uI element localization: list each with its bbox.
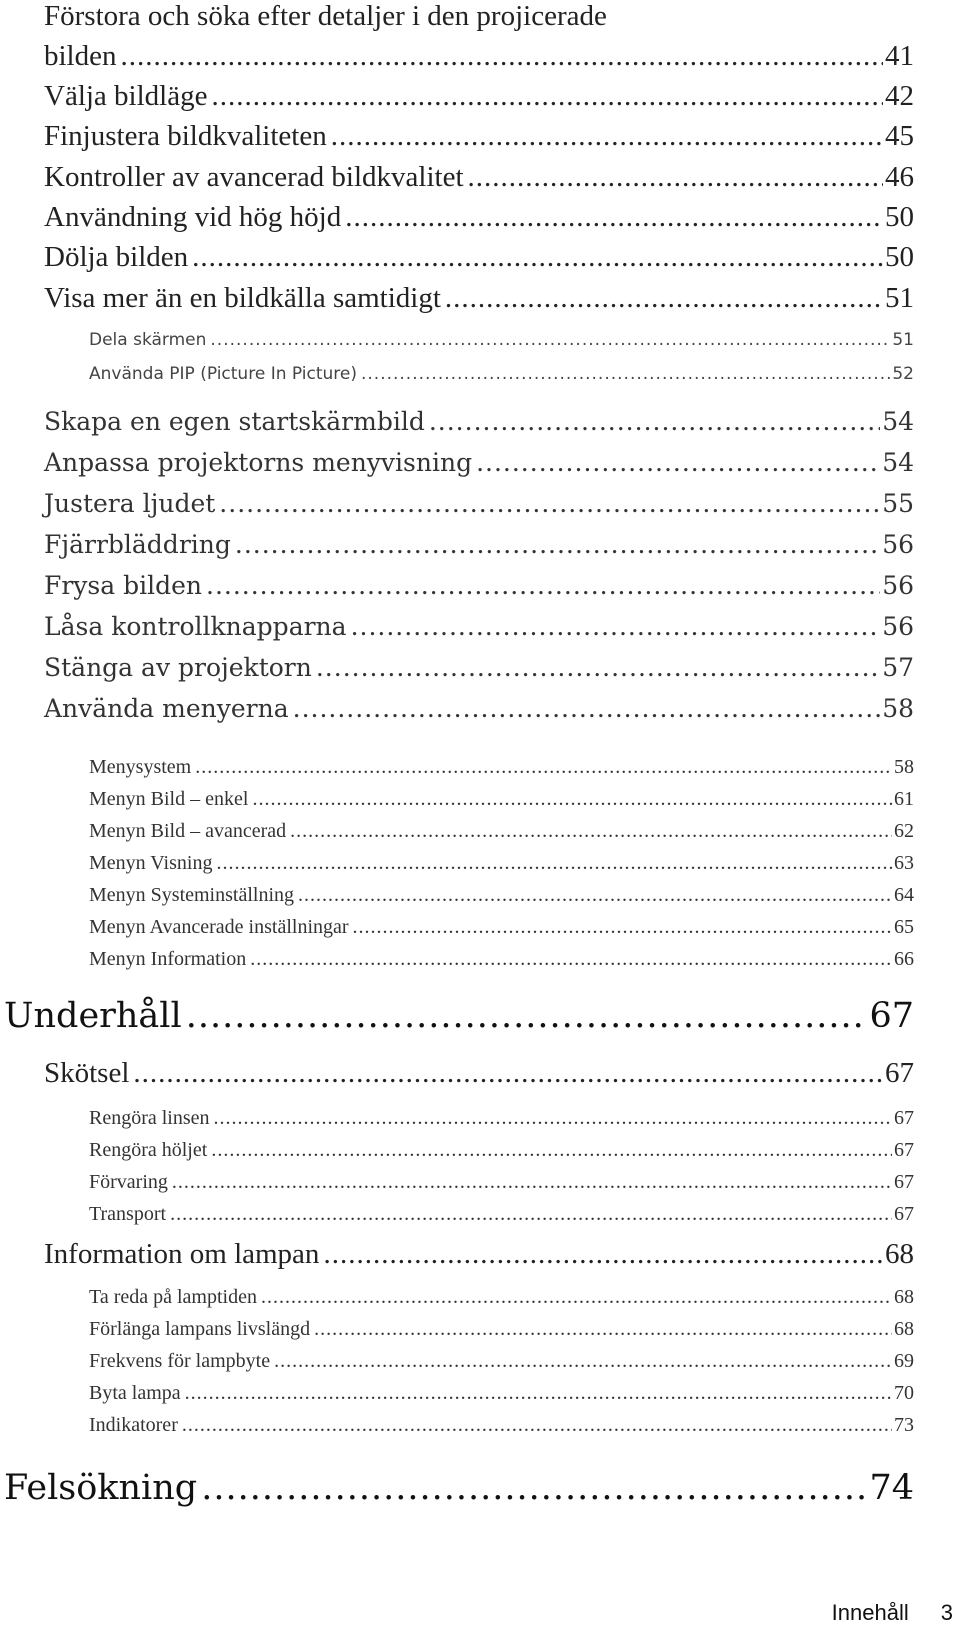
toc-entry-page: 55 [882,489,914,518]
toc-entry-title: Stänga av projektorn [44,653,312,682]
toc-entry-title: Användning vid hög höjd [44,201,342,233]
toc-subentry[interactable] [89,1139,914,1162]
toc-entry[interactable] [44,282,914,315]
toc-entry[interactable] [44,653,914,682]
toc-entry-page: 50 [885,201,914,233]
dot-leader [274,1350,892,1373]
dot-leader [170,1203,892,1226]
dot-leader [185,1382,892,1405]
toc-entry-page: 67 [894,1171,914,1193]
toc-subentry[interactable] [89,820,914,843]
toc-entry[interactable] [44,612,914,641]
toc-entry-page: 45 [885,120,914,152]
toc-entry-page: 50 [885,241,914,273]
footer-section-name: Innehåll [831,1600,909,1625]
toc-entry-page: 66 [894,948,914,970]
toc-entry-page: 67 [894,1139,914,1161]
dot-leader [316,653,880,682]
toc-entry-page: 68 [894,1318,914,1340]
toc-entry-page: 58 [894,756,914,778]
toc-chapter[interactable] [4,1468,914,1508]
toc-entry-title: Indikatorer [89,1414,178,1436]
dot-leader [314,1318,892,1341]
dot-leader [445,282,883,315]
dot-leader [235,530,880,559]
dot-leader [121,40,884,73]
toc-entry-title: Justera ljudet [44,489,216,518]
toc-entry-title: Felsökning [4,1468,198,1508]
toc-subentry[interactable] [89,1318,914,1341]
dot-leader [201,1468,867,1508]
toc-entry-title: Finjustera bildkvaliteten [44,120,327,152]
toc-entry[interactable] [44,571,914,600]
toc-entry[interactable] [44,241,914,274]
toc-entry-page: 61 [894,788,914,810]
toc-entry-page: 63 [894,852,914,874]
toc-entry[interactable] [44,120,914,153]
toc-entry[interactable] [44,1238,914,1271]
dot-leader [252,788,892,811]
footer-page-number: 3 [940,1600,953,1625]
toc-entry-title: Transport [89,1203,167,1225]
toc-entry-title: Rengöra linsen [89,1107,210,1129]
toc-entry-page: 57 [882,653,914,682]
toc-entry-page: 67 [894,1107,914,1129]
toc-entry-title: Skötsel [44,1057,130,1089]
dot-leader [206,571,880,600]
toc-entry-title: Skapa en egen startskärmbild [44,407,425,436]
toc-subentry[interactable] [89,1382,914,1405]
dot-leader [331,120,883,153]
dot-leader [361,364,890,384]
toc-entry-title: Anpassa projektorns menyvisning [44,448,473,477]
toc-entry-title: Visa mer än en bildkälla samtidigt [44,282,441,314]
toc-entry[interactable] [44,201,914,234]
toc-entry-page: 70 [894,1382,914,1404]
toc-entry[interactable] [44,448,914,477]
dot-leader [186,996,868,1036]
toc-subentry[interactable] [89,852,914,875]
toc-entry-title: Dölja bilden [44,241,189,273]
toc-subentry[interactable] [89,1286,914,1309]
toc-entry-page: 46 [885,161,914,193]
toc-entry-page: 68 [894,1286,914,1308]
toc-entry-page: 65 [894,916,914,938]
toc-entry-title: Menyn Bild – enkel [89,788,249,810]
toc-subentry[interactable] [89,1107,914,1130]
toc-entry-title: Menysystem [89,756,192,778]
toc-subentry[interactable] [89,916,914,939]
toc-entry-page: 58 [882,694,914,723]
dot-leader [195,756,892,779]
dot-leader [211,80,883,113]
toc-entry-title: Menyn Information [89,948,247,970]
toc-entry-title: Låsa kontrollknapparna [44,612,347,641]
toc-entry-page: 56 [882,571,914,600]
toc-subentry[interactable] [89,1350,914,1373]
toc-entry-title: Använda menyerna [44,694,289,723]
toc-subentry[interactable] [89,948,914,971]
toc-subentry[interactable] [89,1414,914,1437]
dot-leader [211,1139,892,1162]
toc-entry-page: 51 [885,282,914,314]
toc-entry-title: Förlänga lampans livslängd [89,1318,311,1340]
toc-subentry[interactable] [89,364,914,384]
toc-entry-page: 68 [885,1238,914,1270]
toc-entry-title: Rengöra höljet [89,1139,208,1161]
dot-leader [172,1171,892,1194]
toc-entry-page: 56 [882,530,914,559]
toc-subentry[interactable] [89,756,914,779]
toc-entry-title: Menyn Systeminställning [89,884,294,906]
toc-entry-title: Dela skärmen [89,330,207,350]
dot-leader [182,1414,892,1437]
toc-entry-title: Fjärrbläddring [44,530,231,559]
dot-leader [216,852,892,875]
page-footer [832,1600,953,1626]
dot-leader [250,948,892,971]
toc-entry-title: Förvaring [89,1171,168,1193]
toc-entry-title: Menyn Visning [89,852,213,874]
dot-leader [293,694,881,723]
toc-entry-page: 69 [894,1350,914,1372]
dot-leader [298,884,892,907]
dot-leader [345,201,883,234]
toc-entry-title: Använda PIP (Picture In Picture) [89,364,357,384]
toc-entry-page: 56 [882,612,914,641]
toc-continuation-line: Förstora och söka efter detaljer i den projicerade [44,0,607,32]
toc-entry-title: Välja bildläge [44,80,208,112]
toc-entry[interactable] [44,407,914,436]
toc-entry-page: 74 [869,1468,914,1508]
toc-entry-page: 52 [892,364,914,384]
toc-entry-page: 64 [894,884,914,906]
toc-entry-title: Menyn Avancerade inställningar [89,916,349,938]
toc-entry-title: Information om lampan [44,1238,320,1270]
toc-entry[interactable] [44,530,914,559]
dot-leader [214,1107,892,1130]
dot-leader [468,161,883,194]
toc-entry-page: 73 [894,1414,914,1436]
toc-entry-page: 62 [894,820,914,842]
toc-entry-title: Ta reda på lamptiden [89,1286,257,1308]
toc-entry-title: Underhåll [4,996,182,1036]
toc-subentry[interactable] [89,788,914,811]
toc-entry[interactable] [44,489,914,518]
toc-entry-page: 41 [885,40,914,72]
dot-leader [353,916,892,939]
toc-entry-title: Frekvens för lampbyte [89,1350,271,1372]
dot-leader [192,241,883,274]
toc-chapter[interactable] [4,996,914,1036]
dot-leader [210,330,890,350]
toc-entry-title: Kontroller av avancerad bildkvalitet [44,161,464,193]
toc-entry-page: 67 [885,1057,914,1089]
toc-entry-page: 42 [885,80,914,112]
toc-entry-title: Byta lampa [89,1382,181,1404]
toc-subentry[interactable] [89,1171,914,1194]
toc-entry-page: 51 [892,330,914,350]
toc-entry-page: 67 [869,996,914,1036]
toc-entry-page: 67 [894,1203,914,1225]
toc-entry[interactable] [44,40,914,73]
dot-leader [351,612,881,641]
toc-entry[interactable] [44,161,914,194]
toc-entry-page: 54 [882,448,914,477]
dot-leader [219,489,880,518]
dot-leader [323,1238,883,1271]
dot-leader [476,448,880,477]
toc-entry[interactable] [44,1057,914,1090]
dot-leader [133,1057,883,1090]
toc-entry[interactable] [44,694,914,723]
toc-entry[interactable] [44,80,914,113]
toc-entry-title: Frysa bilden [44,571,202,600]
dot-leader [261,1286,892,1309]
dot-leader [429,407,880,436]
toc-entry-page: 54 [882,407,914,436]
toc-subentry[interactable] [89,1203,914,1226]
toc-entry-title: bilden [44,40,117,72]
toc-subentry[interactable] [89,884,914,907]
toc-subentry[interactable] [89,330,914,350]
toc-entry-title: Menyn Bild – avancerad [89,820,287,842]
dot-leader [290,820,892,843]
